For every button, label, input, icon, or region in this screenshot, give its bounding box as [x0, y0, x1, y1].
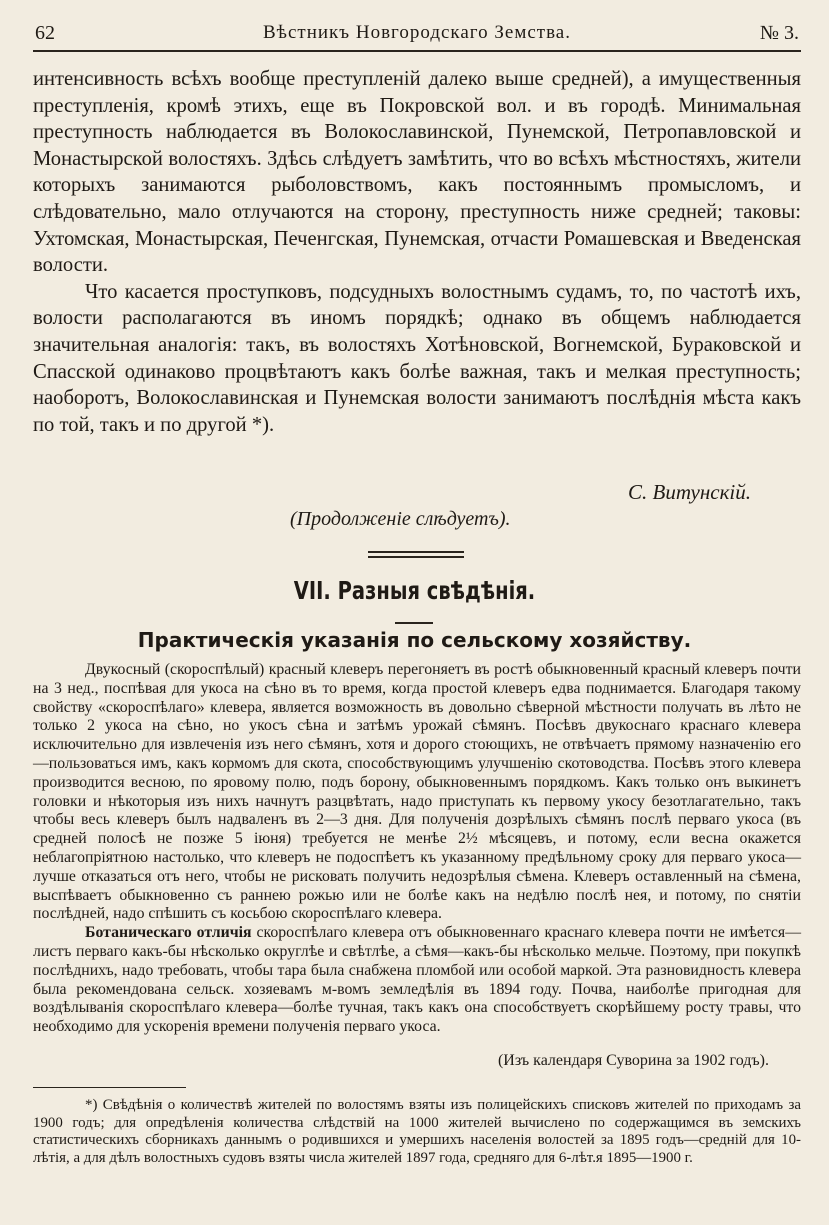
source-citation: (Изъ календаря Суворина за 1902 годъ). [497, 1052, 769, 1069]
page-number: 62 [35, 22, 55, 44]
article-body [33, 66, 801, 438]
section-paragraph-2 [33, 924, 801, 1037]
section-subheading: Практическія указанія по сельскому хозяйству. [137, 628, 692, 652]
section-divider-top [368, 551, 464, 553]
author-signature: С. Витунскій. [628, 480, 751, 504]
continued-note: (Продолженіе слѣдуетъ). [290, 508, 511, 530]
article-paragraph-1: интенсивность всѣхъ вообще преступленій далеко выше средней), а имущественныя преступленія, кромѣ этихъ, еще въ Покровской вол. и въ городѣ. Минимальная преступность наблюдается въ Волокославинской, Пунемской, Петропавловской и Монастырской волостяхъ. Здѣсь слѣдуетъ замѣтить, что во всѣхъ мѣстностяхъ, жители которыхъ занимаются рыболовствомъ, какъ постояннымъ промысломъ, и слѣдовательно, мало отлучаются на сторону, преступность ниже средней; таковы: Ухтомская, Монастырская, Печенгская, Пунемская, отчасти Ромашевская и Введенская волости. [33, 68, 801, 277]
footnote [33, 1097, 801, 1168]
journal-title: Вѣстникъ Новгородскаго Земства. [263, 22, 571, 43]
section-heading-rule [395, 622, 433, 624]
section-body [33, 661, 801, 1037]
article-paragraph-2: Что касается проступковъ, подсудныхъ волостнымъ судамъ, то, по частотѣ ихъ, волости располагаются въ иномъ порядкѣ; однако въ общемъ наблюдается значительная аналогія: такъ, въ волостяхъ Хотѣновской, Вогнемской, Бураковской и Спасской одинаково процвѣтаютъ какъ болѣе важная, такъ и мелкая преступность; наоборотъ, Волокославинская и Пунемская волости занимаютъ послѣднія мѣста какъ по той, такъ и по другой *). [33, 280, 801, 436]
section-heading: VII. Разныя свѣдѣнія. [293, 576, 536, 605]
issue-number: № 3. [759, 22, 799, 44]
section-paragraph-1: Двукосный (скороспѣлый) красный клеверъ перегоняетъ въ ростѣ обыкновенный красный клеверъ почти на 3 нед., поспѣвая для укоса на сѣно въ то время, когда простой клеверъ едва поднимается. Благодаря такому свойству «скороспѣлаго» клевера, является возможность въ довольно сѣверной мѣстности получать въ лѣто не только 2 укоса на сѣно, но укосъ сѣна и затѣмъ урожай сѣмянъ. Посѣвъ двукоснаго краснаго клевера исключительно для извлеченія изъ него сѣмянъ, хотя и дорого стоющихъ, не отвѣчаетъ прямому назначенію его—пользоваться имъ, какъ кормомъ для скота, способствующимъ улучшенію скотоводства. Посѣвъ этого клевера производится весною, по яровому полю, подъ борону, обыкновеннымъ порядкомъ. Какъ только онъ выкинетъ головки и нѣкоторыя изъ нихъ начнутъ разцвѣтать, надо приступать къ первому укосу безотлагательно, такъ чтобы весь клеверъ былъ надваленъ въ 2—3 дня. Для полученія дозрѣлыхъ сѣмянъ послѣ перваго укоса (въ средней полосѣ не позже 5 іюня) требуется не менѣе 2½ мѣсяцевъ, и потому, если весна окажется неблагопріятною настолько, что клеверъ не подоспѣетъ къ указанному предѣльному сроку для перваго укоса—лучше отказаться отъ него, чтобы не рисковать получить недозрѣлыя сѣмена. Клеверъ оставленный на сѣмена, выспѣваетъ обыкновенно съ раннею рожью или не болѣе какъ на недѣлю послѣ нея, и потому, по снятіи послѣдней, надо спѣшить съ косьбою скороспѣлаго клевера. [33, 661, 801, 923]
section-paragraph-2-text: скороспѣлаго клевера отъ обыкновеннаго краснаго клевера почти не имѣется—листъ перваго какъ-бы нѣсколько округлѣе и свѣтлѣе, а сѣмя—какъ-бы нѣсколько мельче. Поэтому, при покупкѣ послѣднихъ, надо требовать, чтобы тара была снабжена пломбой или особой маркой. Эта разновидность клевера была рекомендована сельск. хозяевамъ м-вомъ земледѣлія въ 1894 году. Почва, наиболѣе пригодная для воздѣлыванія скороспѣлаго клевера—болѣе тучная, такъ какъ она способствуетъ скорѣйшему росту травы, что необходимо для ускоренія времени полученія перваго укоса. [33, 924, 801, 1036]
running-header [33, 20, 801, 52]
footnote-rule [33, 1087, 186, 1088]
section-paragraph-2-lead: Ботаническаго отличія [85, 924, 252, 942]
section-divider-bottom [368, 556, 464, 558]
footnote-text: *) Свѣдѣнія о количествѣ жителей по волостямъ взяты изъ полицейскихъ списковъ жителей по приходамъ за 1900 годъ; для опредѣленія количества слѣдствій на 1000 жителей вычислено по содержащимся въ земскихъ статистическихъ сборникахъ даннымъ о родившихся и умершихъ населенія волостей за 1895 годъ—средній для 10-лѣтія, а для дѣлъ волостныхъ судовъ взяты числа жителей 1897 года, средняго для 6-лѣт.я 1895—1900 г. [33, 1097, 801, 1167]
